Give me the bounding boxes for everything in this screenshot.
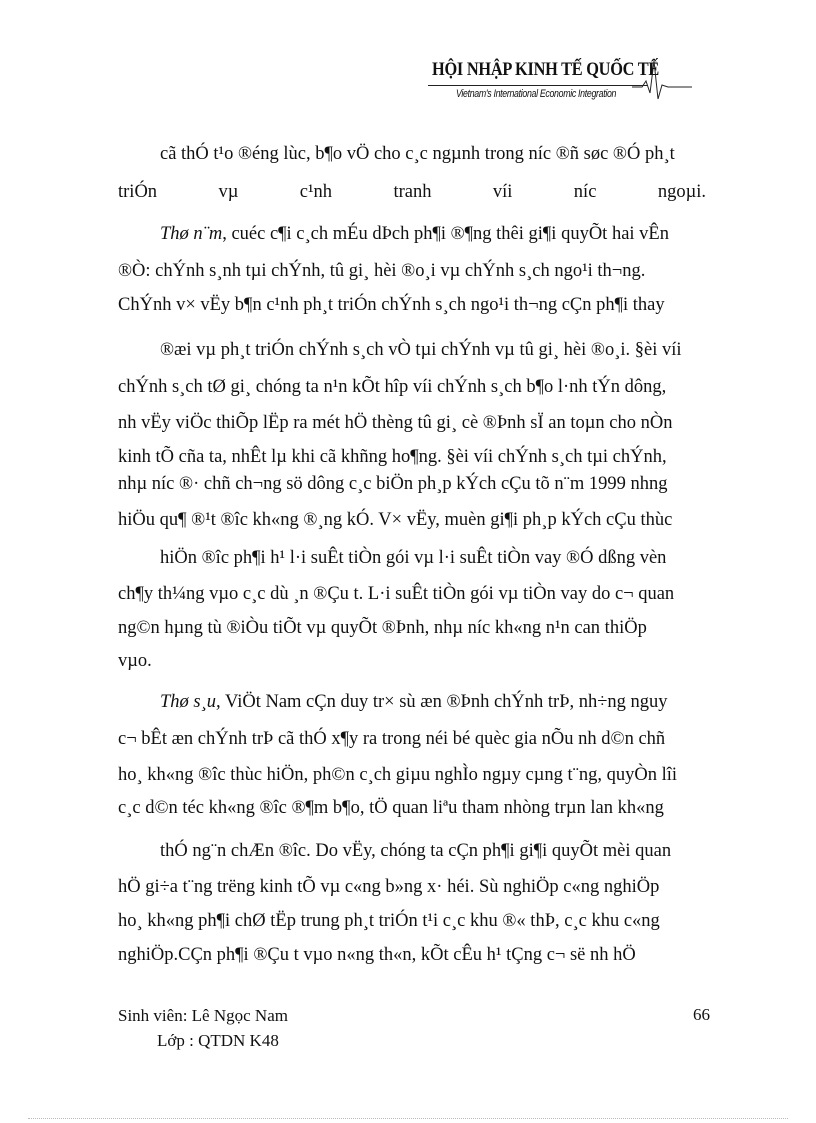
body-line bbox=[160, 693, 668, 712]
body-line: thÓ ng¨n chÆn ®îc. Do vËy, chóng ta cÇn ph¶i gi¶i quyÕt mèi quan bbox=[160, 841, 672, 861]
footer-student: Sinh viên: Lê Ngọc Nam bbox=[118, 1006, 288, 1025]
body-line: ChÝnh v× vËy b¶n c¹nh ph¸t triÓn chÝnh s¸ch ngo¹i th¬ng cÇn ph¶i thay bbox=[118, 295, 665, 315]
body-line-text: , cuéc c¶i c¸ch mÉu dÞch ph¶i ®¶ng thêi gi¶i quyÕt hai vÊn bbox=[222, 224, 669, 244]
body-line: vµo. bbox=[118, 651, 152, 671]
header-logo bbox=[418, 55, 693, 117]
body-line: hiÖn ®îc ph¶i h¹ l·i suÊt tiÒn gói vµ l·i suÊt tiÒn vay ®Ó dßng vèn bbox=[160, 548, 667, 568]
section-marker: Thø s¸u, bbox=[160, 692, 221, 712]
body-line: c¬ bÊt æn chÝnh trÞ cã thÓ x¶y ra trong néi bé quèc gia nÕu nh d©n chñ bbox=[118, 729, 666, 749]
body-line: ®Ò: chÝnh s¸nh tµi chÝnh, tû gi¸ hèi ®o¸i vµ chÝnh s¸ch ngo¹i th¬ng. bbox=[118, 261, 646, 281]
page-bottom-rule bbox=[28, 1118, 788, 1119]
body-line: ho¸ kh«ng ®îc thùc hiÖn, ph©n c¸ch giµu nghÌo ngµy cµng t¨ng, quyÒn lîi bbox=[118, 765, 678, 785]
body-line: hÖ gi÷a t¨ng trëng kinh tÕ vµ c«ng b»ng x· héi. Sù nghiÖp c«ng nghiÖp bbox=[118, 877, 660, 897]
body-line: ®æi vµ ph¸t triÓn chÝnh s¸ch vÒ tµi chÝnh vµ tû gi¸ hèi ®o¸i. §èi víi bbox=[160, 340, 682, 360]
body-line bbox=[160, 225, 669, 244]
body-line: nhµ níc ®· chñ ch¬ng sö dông c¸c biÖn ph¸p kÝch cÇu tõ n¨m 1999 nhng bbox=[118, 474, 668, 494]
body-line: ng©n hµng tù ®iÒu tiÕt vµ quyÕt ®Þnh, nhµ níc kh«ng n¹n can thiÖp bbox=[118, 618, 647, 638]
body-line: ch¶y th¼ng vµo c¸c dù ¸n ®Çu t. L·i suÊt tiÒn gói vµ tiÒn vay do c¬ quan bbox=[118, 584, 675, 604]
body-line: ho¸ kh«ng ph¶i chØ tËp trung ph¸t triÓn t¹i c¸c khu ®« thÞ, c¸c khu c«ng bbox=[118, 911, 660, 931]
body-line: nghiÖp.CÇn ph¶i ®Çu t vµo n«ng th«n, kÕt cÊu h¹ tÇng c¬ së nh hÖ bbox=[118, 945, 636, 965]
header-title: HỘI NHẬP KINH TẾ QUỐC TẾ bbox=[432, 59, 660, 80]
body-line: kinh tÕ cña ta, nhÊt lµ khi cã khñng ho¶ng. §èi víi chÝnh s¸ch tµi chÝnh, bbox=[118, 447, 667, 467]
body-line: nh vËy viÖc thiÕp lËp ra mét hÖ thèng tû gi¸ cè ®Þnh sÏ an toµn cho nÒn bbox=[118, 413, 673, 433]
pulse-line-icon bbox=[632, 55, 692, 105]
body-line: triÓn vµ c¹nh tranh víi níc ngoµi. bbox=[118, 182, 706, 202]
footer-class: Lớp : QTDN K48 bbox=[157, 1031, 279, 1050]
header-subtitle: Vietnam's International Economic Integration bbox=[456, 88, 617, 100]
page-number: 66 bbox=[693, 1005, 710, 1024]
body-line: hiÖu qu¶ ®¹t ®îc kh«ng ®¸ng kÓ. V× vËy, muèn gi¶i ph¸p kÝch cÇu thùc bbox=[118, 510, 673, 530]
body-line-text: ViÖt Nam cÇn duy tr× sù æn ®Þnh chÝnh trÞ, nh÷ng nguy bbox=[220, 692, 668, 712]
body-line: chÝnh s¸ch tØ gi¸ chóng ta n¹n kÕt hîp víi chÝnh s¸ch b¶o l·nh tÝn dông, bbox=[118, 377, 667, 397]
body-line: c¸c d©n téc kh«ng ®îc ®¶m b¶o, tÖ quan liªu tham nhòng trµn lan kh«ng bbox=[118, 798, 664, 818]
section-marker: Thø n¨m bbox=[160, 224, 223, 244]
body-line: cã thÓ t¹o ®éng lùc, b¶o vÖ cho c¸c ngµnh trong níc ®ñ søc ®Ó ph¸t bbox=[160, 144, 675, 164]
header-rule bbox=[428, 85, 648, 86]
